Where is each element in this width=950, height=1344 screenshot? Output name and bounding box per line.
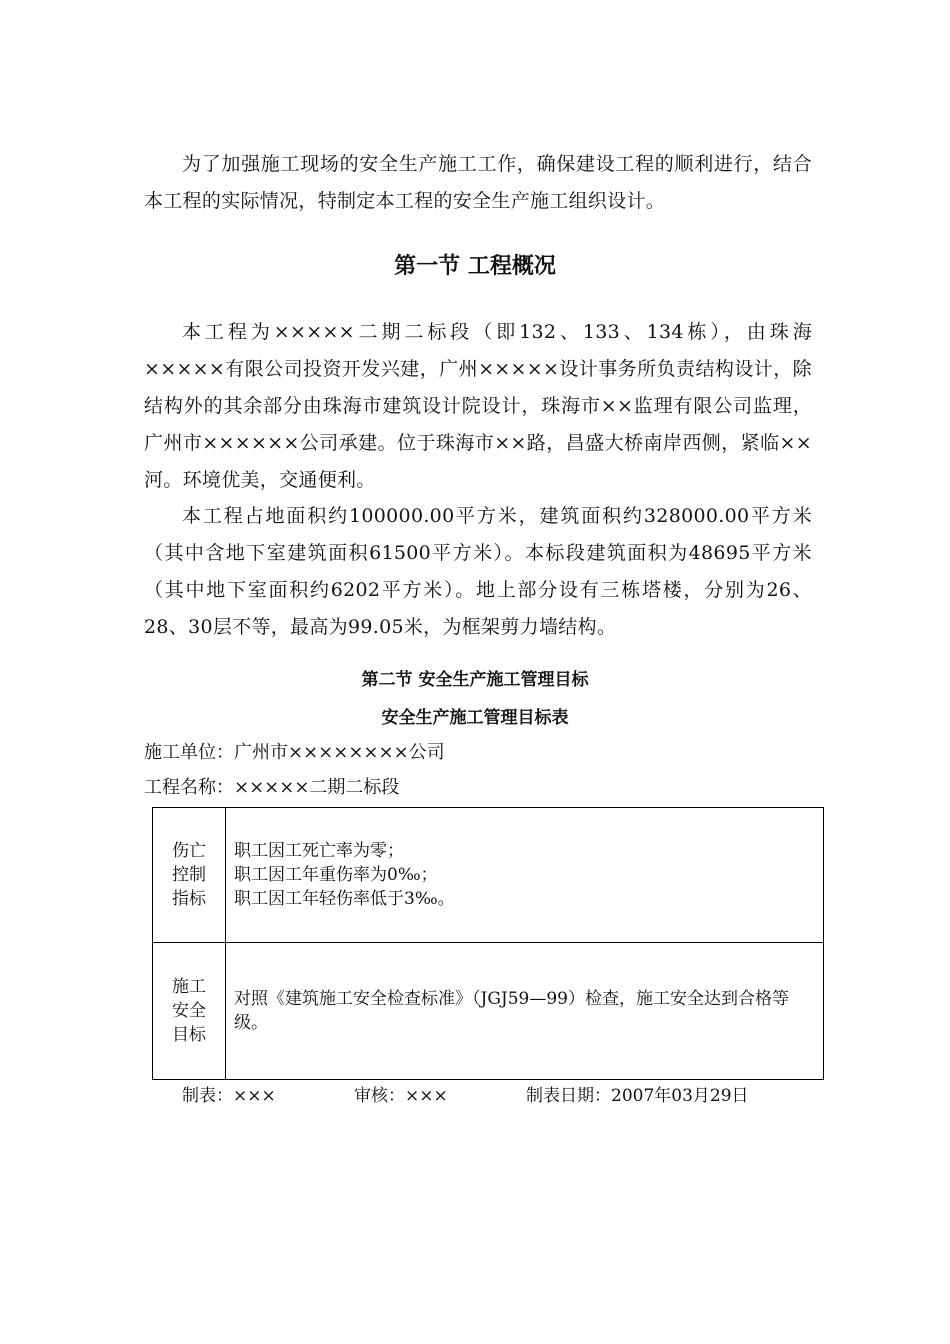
section2-title: 第二节 安全生产施工管理目标 [361, 670, 589, 690]
section1-paragraph-1: 本工程为×××××二期二标段（即132、133、134栋），由珠海×××××有限公司投资开发兴建，广州×××××设计事务所负责结构设计，除结构外的其余部分由珠海市建筑设计院设计，珠海市××监理有限公司监理，广州市××××××公司承建。位于珠海市××路，昌盛大桥南岸西侧，紧临××河。环境优美，交通便利。 [144, 321, 812, 491]
table-reviewer: 审核：××× [354, 1086, 448, 1106]
project-name: 工程名称：×××××二期二标段 [144, 777, 400, 798]
row-content: 职工因工死亡率为零； 职工因工年重伤率为0‰； 职工因工年轻伤率低于3‰。 [226, 808, 824, 943]
section1-paragraph-2: 本工程占地面积约100000.00平方米，建筑面积约328000.00平方米（其中含地下室建筑面积61500平方米）。本标段建筑面积为48695平方米（其中地下室面积约6202平方米）。地上部分设有三栋塔楼，分别为26、28、30层不等，最高为99.05米，为框架剪力墙结构。 [144, 505, 812, 638]
section1-title: 第一节 工程概况 [394, 254, 556, 279]
intro-paragraph: 为了加强施工现场的安全生产施工工作，确保建设工程的顺利进行，结合本工程的实际情况，特制定本工程的安全生产施工组织设计。 [144, 153, 812, 212]
table-date: 制表日期：2007年03月29日 [526, 1086, 749, 1106]
construction-unit: 施工单位：广州市××××××××公司 [144, 742, 445, 763]
row-content: 对照《建筑施工安全检查标准》（JGJ59—99）检查，施工安全达到合格等级。 [226, 943, 824, 1080]
table-title: 安全生产施工管理目标表 [381, 708, 569, 728]
table-row [153, 943, 824, 1080]
table-row [153, 808, 824, 943]
table-maker: 制表：××× [182, 1086, 276, 1106]
goals-table [152, 807, 824, 1080]
row-label: 施工 安全 目标 [153, 943, 226, 1080]
row-label: 伤亡 控制 指标 [153, 808, 226, 943]
